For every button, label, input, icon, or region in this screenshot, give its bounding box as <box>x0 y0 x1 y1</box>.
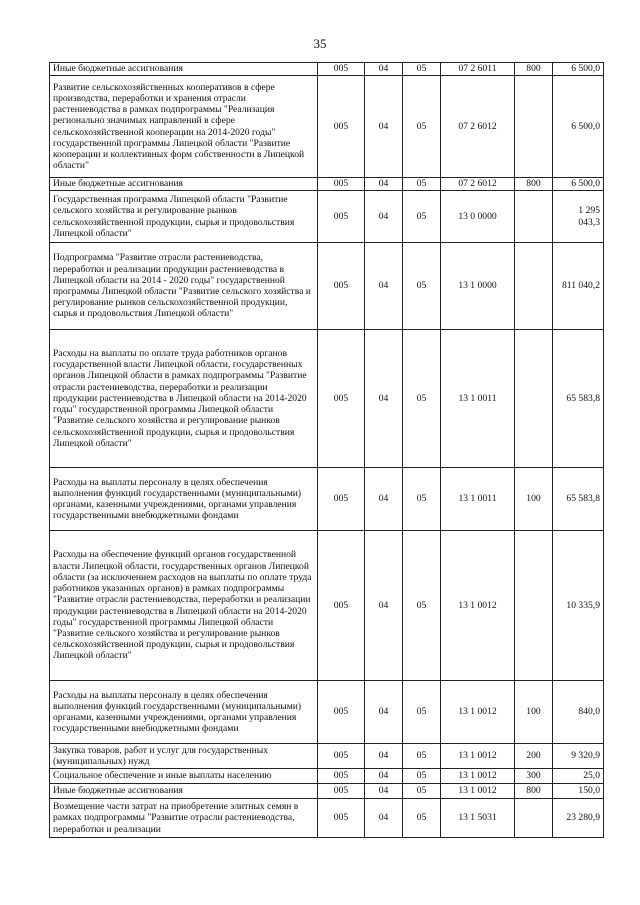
target-article: 13 1 5031 <box>441 799 515 838</box>
admin-code: 005 <box>318 330 365 468</box>
table-row <box>50 63 604 76</box>
subsection-code: 05 <box>403 178 441 191</box>
expense-name: Подпрограмма "Развитие отрасли растениеводства, переработки и реализации продукции растениеводства в Липецкой области на 2014 - 2020 годы" государственной программы Липецкой области "Развитие сельского хозяйства и регулирование рынков сельскохозяйственной продукции, сырья и продовольствия Липецкой области" <box>50 243 318 330</box>
expense-name: Возмещение части затрат на приобретение элитных семян в рамках подпрограммы "Развитие отрасли растениеводства, переработки и реализации <box>50 799 318 838</box>
section-code: 04 <box>365 744 403 769</box>
amount: 150,0 <box>553 784 604 799</box>
subsection-code: 05 <box>403 330 441 468</box>
target-article: 13 1 0012 <box>441 744 515 769</box>
expense-name: Закупка товаров, работ и услуг для государственных (муниципальных) нужд <box>50 744 318 769</box>
expense-type: 800 <box>515 784 553 799</box>
section-code: 04 <box>365 769 403 784</box>
target-article: 13 1 0012 <box>441 784 515 799</box>
table-row <box>50 468 604 531</box>
subsection-code: 05 <box>403 76 441 178</box>
admin-code: 005 <box>318 769 365 784</box>
amount: 65 583,8 <box>553 330 604 468</box>
expense-type: 200 <box>515 744 553 769</box>
subsection-code: 05 <box>403 191 441 243</box>
target-article: 13 1 0011 <box>441 330 515 468</box>
target-article: 13 1 0000 <box>441 243 515 330</box>
admin-code: 005 <box>318 243 365 330</box>
amount: 23 280,9 <box>553 799 604 838</box>
table-row <box>50 191 604 243</box>
expense-name: Государственная программа Липецкой области "Развитие сельского хозяйства и регулирование рынков сельскохозяйственной продукции, сырья и продовольствия Липецкой области" <box>50 191 318 243</box>
subsection-code: 05 <box>403 799 441 838</box>
expense-name: Расходы на выплаты персоналу в целях обеспечения выполнения функций государственными (муниципальными) органами, казенными учреждениями, органами управления государственными внебюджетными фондами <box>50 468 318 531</box>
expense-name: Расходы на выплаты персоналу в целях обеспечения выполнения функций государственными (муниципальными) органами, казенными учреждениями, органами управления государственными внебюджетными фондами <box>50 681 318 744</box>
subsection-code: 05 <box>403 744 441 769</box>
amount: 811 040,2 <box>553 243 604 330</box>
admin-code: 005 <box>318 681 365 744</box>
subsection-code: 05 <box>403 531 441 681</box>
table-row <box>50 330 604 468</box>
target-article: 07 2 6012 <box>441 76 515 178</box>
expense-name: Расходы на обеспечение функций органов государственной власти Липецкой области, государственных органов Липецкой области (за исключением расходов на выплаты по оплате труда работников указанных органов) в рамках подпрограммы "Развитие отрасли растениеводства, переработки и реализации продукции растениеводства в Липецкой области на 2014-2020 годы" государственной программы Липецкой области "Развитие сельского хозяйства и регулирование рынков сельскохозяйственной продукции, сырья и продовольствия Липецкой области" <box>50 531 318 681</box>
target-article: 13 0 0000 <box>441 191 515 243</box>
section-code: 04 <box>365 468 403 531</box>
admin-code: 005 <box>318 76 365 178</box>
expense-type: 100 <box>515 681 553 744</box>
admin-code: 005 <box>318 191 365 243</box>
section-code: 04 <box>365 330 403 468</box>
target-article: 13 1 0011 <box>441 468 515 531</box>
amount: 840,0 <box>553 681 604 744</box>
admin-code: 005 <box>318 531 365 681</box>
admin-code: 005 <box>318 178 365 191</box>
section-code: 04 <box>365 243 403 330</box>
table-row <box>50 76 604 178</box>
table-row <box>50 178 604 191</box>
expense-name: Расходы на выплаты по оплате труда работников органов государственной власти Липецкой области, государственных органов Липецкой области в рамках подпрограммы "Развитие отрасли растениеводства, переработки и реализации продукции растениеводства в Липецкой области на 2014-2020 годы" государственной программы Липецкой области "Развитие сельского хозяйства и регулирование рынков сельскохозяйственной продукции, сырья и продовольствия Липецкой области" <box>50 330 318 468</box>
expense-type <box>515 191 553 243</box>
table-row <box>50 769 604 784</box>
expense-type <box>515 76 553 178</box>
amount: 6 500,0 <box>553 63 604 76</box>
expense-name: Иные бюджетные ассигнования <box>50 178 318 191</box>
admin-code: 005 <box>318 468 365 531</box>
admin-code: 005 <box>318 63 365 76</box>
amount: 65 583,8 <box>553 468 604 531</box>
admin-code: 005 <box>318 784 365 799</box>
table-row <box>50 681 604 744</box>
section-code: 04 <box>365 799 403 838</box>
table-row <box>50 531 604 681</box>
section-code: 04 <box>365 681 403 744</box>
subsection-code: 05 <box>403 468 441 531</box>
expense-type: 100 <box>515 468 553 531</box>
expense-name: Социальное обеспечение и иные выплаты населению <box>50 769 318 784</box>
page-number: 35 <box>313 36 327 51</box>
section-code: 04 <box>365 178 403 191</box>
target-article: 07 2 6012 <box>441 178 515 191</box>
admin-code: 005 <box>318 744 365 769</box>
section-code: 04 <box>365 191 403 243</box>
expense-name: Иные бюджетные ассигнования <box>50 784 318 799</box>
amount: 6 500,0 <box>553 76 604 178</box>
subsection-code: 05 <box>403 681 441 744</box>
amount: 9 320,9 <box>553 744 604 769</box>
target-article: 13 1 0012 <box>441 681 515 744</box>
target-article: 13 1 0012 <box>441 531 515 681</box>
section-code: 04 <box>365 531 403 681</box>
amount: 6 500,0 <box>553 178 604 191</box>
amount: 10 335,9 <box>553 531 604 681</box>
expense-type: 800 <box>515 63 553 76</box>
subsection-code: 05 <box>403 784 441 799</box>
subsection-code: 05 <box>403 243 441 330</box>
expense-type <box>515 799 553 838</box>
expense-type <box>515 243 553 330</box>
subsection-code: 05 <box>403 63 441 76</box>
expense-type <box>515 531 553 681</box>
table-row <box>50 799 604 838</box>
section-code: 04 <box>365 76 403 178</box>
target-article: 13 1 0012 <box>441 769 515 784</box>
expense-name: Развитие сельскохозяйственных кооперативов в сфере производства, переработки и хранения отрасли растениеводства в рамках подпрограммы "Реализация регионально значимых направлений в сфере сельскохозяйственной кооперации на 2014-2020 годы" государственной программы Липецкой области "Развитие кооперации и коллективных форм собственности в Липецкой области" <box>50 76 318 178</box>
subsection-code: 05 <box>403 769 441 784</box>
target-article: 07 2 6011 <box>441 63 515 76</box>
budget-table-body <box>50 63 604 838</box>
amount: 25,0 <box>553 769 604 784</box>
expense-name: Иные бюджетные ассигнования <box>50 63 318 76</box>
expense-type <box>515 330 553 468</box>
expense-type: 300 <box>515 769 553 784</box>
table-row <box>50 744 604 769</box>
table-row <box>50 243 604 330</box>
admin-code: 005 <box>318 799 365 838</box>
section-code: 04 <box>365 63 403 76</box>
budget-table <box>49 62 604 838</box>
section-code: 04 <box>365 784 403 799</box>
amount: 1 295 043,3 <box>553 191 604 243</box>
table-row <box>50 784 604 799</box>
expense-type: 800 <box>515 178 553 191</box>
